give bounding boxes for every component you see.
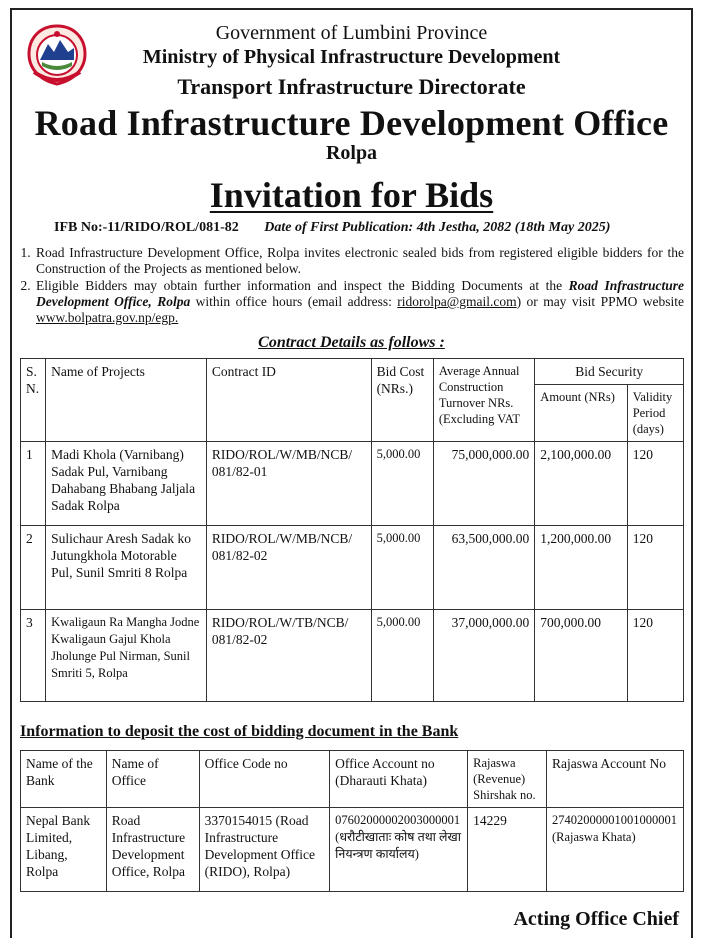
row-bid-cost: 5,000.00 xyxy=(371,442,433,526)
header-sn: S. N. xyxy=(21,359,46,442)
row-validity: 120 xyxy=(627,610,683,702)
header-validity: Validity Period (days) xyxy=(627,385,683,442)
notice-page xyxy=(10,8,693,938)
instruction-2-office: Road Infrastructure Development Office, Rolpa xyxy=(36,278,684,309)
contract-table xyxy=(20,358,684,702)
row-project: Kwaligaun Ra Mangha Jodne Kwaligaun Gajul Khola Jholunge Pul Nirman, Sunil Smriti 5, Rolpa xyxy=(46,610,207,702)
row-validity: 120 xyxy=(627,526,683,610)
row-project: Sulichaur Aresh Sadak ko Jutungkhola Motorable Pul, Sunil Smriti 8 Rolpa xyxy=(46,526,207,610)
bank-name: Nepal Bank Limited, Libang, Rolpa xyxy=(21,808,107,892)
rajaswa-account: 27402000001001000001 (Rajaswa Khata) xyxy=(546,808,683,892)
row-sn: 2 xyxy=(21,526,46,610)
header-project: Name of Projects xyxy=(46,359,207,442)
government-name: Government of Lumbini Province xyxy=(215,22,488,44)
row-amount: 2,100,000.00 xyxy=(535,442,627,526)
row-bid-cost: 5,000.00 xyxy=(371,526,433,610)
office-code: 3370154015 (Road Infrastructure Development Office (RIDO), Rolpa) xyxy=(199,808,330,892)
rajaswa-no: 14229 xyxy=(468,808,547,892)
row-turnover: 75,000,000.00 xyxy=(433,442,534,526)
row-turnover: 63,500,000.00 xyxy=(433,526,534,610)
instruction-2 xyxy=(34,278,684,326)
signatory: Acting Office Chief xyxy=(513,908,679,930)
office-account: 07602000002003000001 (धरौटीखाताः कोष तथा लेखा नियन्त्रण कार्यालय) xyxy=(330,808,468,892)
row-validity: 120 xyxy=(627,442,683,526)
row-turnover: 37,000,000.00 xyxy=(433,610,534,702)
instruction-2-text-c: ) or may visit PPMO website xyxy=(516,294,685,309)
ministry-name: Ministry of Physical Infrastructure Development xyxy=(142,46,561,68)
website-link[interactable]: www.bolpatra.gov.np/egp. xyxy=(36,310,179,325)
district-name: Rolpa xyxy=(325,142,378,164)
publication-date: 4th Jestha, 2082 (18th May 2025) xyxy=(416,220,611,235)
row-amount: 700,000.00 xyxy=(535,610,627,702)
ifb-line xyxy=(54,220,610,236)
row-contract-id: RIDO/ROL/W/TB/NCB/ 081/82-02 xyxy=(206,610,371,702)
instruction-2-text: Eligible Bidders may obtain further information and inspect the Bidding Documents at the xyxy=(36,278,563,293)
contract-heading: Contract Details as follows : xyxy=(258,334,445,351)
header-account: Office Account no (Dharauti Khata) xyxy=(330,751,468,808)
bank-row xyxy=(21,808,684,892)
header-office: Name of Office xyxy=(106,751,199,808)
header-amount: Amount (NRs) xyxy=(535,385,627,442)
table-row xyxy=(21,526,684,610)
header-bank: Name of the Bank xyxy=(21,751,107,808)
publication-label: Date of First Publication: xyxy=(264,220,414,235)
header-turnover: Average Annual Construction Turnover NRs. (Excluding VAT xyxy=(433,359,534,442)
table-row xyxy=(21,442,684,526)
row-sn: 3 xyxy=(21,610,46,702)
notice-title-text: Invitation for Bids xyxy=(209,175,494,215)
header-bid-security: Bid Security xyxy=(535,359,684,385)
instructions xyxy=(20,245,684,327)
header-rajaswa-account: Rajaswa Account No xyxy=(546,751,683,808)
email-link[interactable]: ridorolpa@gmail.com xyxy=(397,294,517,309)
header-rajaswa: Rajaswa (Revenue) Shirshak no. xyxy=(468,751,547,808)
header-bid-cost: Bid Cost (NRs.) xyxy=(371,359,433,442)
instruction-1: 1. Road Infrastructure Development Office, Rolpa invites electronic sealed bids from registered eligible bidders for the Construction of the Projects as mentioned below. xyxy=(34,245,684,277)
row-contract-id: RIDO/ROL/W/MB/NCB/ 081/82-02 xyxy=(206,526,371,610)
bank-heading: Information to deposit the cost of bidding document in the Bank xyxy=(20,723,459,740)
row-amount: 1,200,000.00 xyxy=(535,526,627,610)
header-contract-id: Contract ID xyxy=(206,359,371,442)
row-sn: 1 xyxy=(21,442,46,526)
office-name: Road Infrastructure Development Office xyxy=(34,103,669,143)
office-name-cell: Road Infrastructure Development Office, Rolpa xyxy=(106,808,199,892)
bank-table xyxy=(20,750,684,892)
row-contract-id: RIDO/ROL/W/MB/NCB/ 081/82-01 xyxy=(206,442,371,526)
row-project: Madi Khola (Varnibang) Sadak Pul, Varnibang Dahabang Bhabang Jaljala Sadak Rolpa xyxy=(46,442,207,526)
header-office-code: Office Code no xyxy=(199,751,330,808)
instruction-2-text-b: within office hours (email address: xyxy=(195,294,392,309)
directorate-name: Transport Infrastructure Directorate xyxy=(177,74,526,99)
row-bid-cost: 5,000.00 xyxy=(371,610,433,702)
ifb-number: IFB No:-11/RIDO/ROL/081-82 xyxy=(54,220,239,235)
notice-title xyxy=(12,174,691,216)
table-row xyxy=(21,610,684,702)
